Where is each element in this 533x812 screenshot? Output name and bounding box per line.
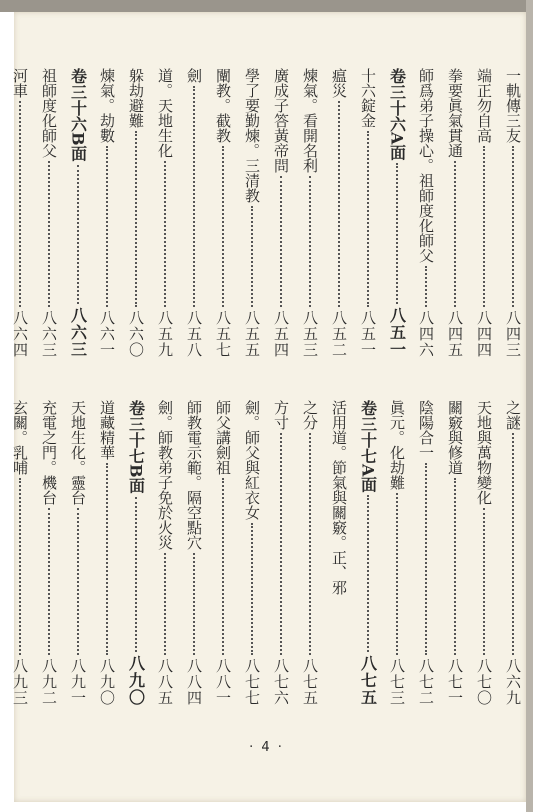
toc-entry-page: 八七〇	[475, 658, 493, 706]
toc-entry-page: 八六〇	[127, 310, 145, 358]
toc-entry-title: 祖師度化師父	[40, 68, 58, 158]
toc-entry-title: 瘟災	[330, 68, 348, 98]
toc-entry	[441, 400, 468, 706]
toc-leader-dots	[309, 433, 311, 655]
toc-entry-title: 天地與萬物變化	[475, 400, 493, 505]
toc-entry-page: 八九一	[69, 658, 87, 706]
toc-entry	[6, 68, 33, 358]
toc-leader-dots	[367, 495, 369, 652]
toc-entry-page: 八六九	[504, 658, 522, 706]
toc-entry-title: 十六錠金	[359, 68, 377, 128]
toc-entry	[64, 400, 91, 706]
toc-leader-dots	[512, 146, 514, 307]
toc-entry-page: 八八四	[185, 658, 203, 706]
toc-entry	[93, 400, 120, 706]
toc-leader-dots	[19, 478, 21, 655]
toc-entry-title: 劍。師教弟子免於火災	[156, 400, 174, 550]
toc-entry-page: 八九二	[40, 658, 58, 706]
toc-leader-dots	[425, 463, 427, 655]
toc-entry-page: 八四三	[504, 310, 522, 358]
toc-leader-dots	[48, 161, 50, 307]
toc-entry	[35, 400, 62, 706]
toc-entry-title: 端正勿自高	[475, 68, 493, 143]
toc-entry	[470, 68, 497, 358]
toc-entry-title: 道藏精華	[98, 400, 116, 460]
toc-entry	[0, 68, 4, 358]
toc-entry-title: 之謎	[504, 400, 522, 430]
toc-entry-page: 八七一	[446, 658, 464, 706]
toc-entry	[209, 68, 236, 358]
toc-entry-page: 八五七	[214, 310, 232, 358]
toc-entry-page: 八八五	[156, 658, 174, 706]
toc-entry-page: 八六四	[11, 310, 29, 358]
toc-leader-dots	[396, 493, 398, 655]
toc-entry-page: 八六三	[40, 310, 58, 358]
toc-entry-page: 八八一	[214, 658, 232, 706]
toc-entry-page: 八九〇	[126, 655, 146, 706]
toc-entry-title: 之分	[301, 400, 319, 430]
toc-leader-dots	[77, 508, 79, 655]
toc-entry-title: 河車	[11, 68, 29, 98]
toc-leader-dots	[106, 463, 108, 655]
toc-entry-page: 八九三	[11, 658, 29, 706]
toc-leader-dots	[135, 497, 137, 652]
toc-leader-dots	[338, 101, 340, 307]
toc-leader-dots	[251, 206, 253, 307]
toc-leader-dots	[222, 478, 224, 655]
toc-entry-page: 八四四	[475, 310, 493, 358]
toc-leader-dots	[222, 146, 224, 307]
toc-entry	[325, 68, 352, 358]
toc-entry-page: 八五九	[156, 310, 174, 358]
toc-entry-title: 天地生化。靈台	[69, 400, 87, 505]
toc-entry	[238, 400, 265, 706]
toc-leader-dots	[135, 131, 137, 307]
toc-entry-title: 卷三十六B面	[68, 68, 88, 162]
toc-entry	[180, 400, 207, 706]
toc-entry-page: 八七七	[243, 658, 261, 706]
toc-leader-dots	[367, 131, 369, 307]
toc-leader-dots	[77, 165, 79, 304]
toc-entry	[325, 400, 352, 706]
toc-entry-page: 八六一	[98, 310, 116, 358]
toc-entry	[499, 68, 526, 358]
toc-leader-dots	[309, 176, 311, 307]
toc-entry-page: 八九〇	[98, 658, 116, 706]
toc-entry-page: 八四五	[446, 310, 464, 358]
toc-entry-page: 八五一	[387, 307, 407, 358]
toc-block-bottom	[11, 400, 526, 706]
toc-entry-title: 師爲弟子操心。祖師度化師父	[417, 68, 435, 263]
toc-entry-title: 劍。師父與紅衣女	[243, 400, 261, 520]
toc-entry-page: 八五四	[272, 310, 290, 358]
toc-entry	[0, 400, 4, 706]
toc-entry	[151, 400, 178, 706]
toc-entry	[35, 68, 62, 358]
toc-entry-title: 拳要眞氣貫通	[446, 68, 464, 158]
toc-entry-page: 八七三	[388, 658, 406, 706]
toc-entry	[296, 400, 323, 706]
toc-entry-title: 卷三十七B面	[126, 400, 146, 494]
toc-leader-dots	[425, 266, 427, 307]
toc-leader-dots	[454, 161, 456, 307]
toc-entry-title: 闡教。截教	[214, 68, 232, 143]
toc-entry	[267, 68, 294, 358]
toc-entry-page: 八五三	[301, 310, 319, 358]
toc-entry	[441, 68, 468, 358]
toc-entry-title: 煉氣。看開名利	[301, 68, 319, 173]
toc-entry-title: 陰陽合一	[417, 400, 435, 460]
toc-entry-title: 一軌傳三友	[504, 68, 522, 143]
toc-entry	[354, 68, 381, 358]
toc-entry-title: 活用道。節氣與關竅。正、邪	[330, 400, 348, 595]
toc-section-heading	[383, 68, 410, 358]
toc-entry-title: 躲劫避難	[127, 68, 145, 128]
toc-entry	[6, 400, 33, 706]
toc-entry-page: 八七五	[358, 655, 378, 706]
toc-entry-title: 學了要勤煉。三清教	[243, 68, 261, 203]
toc-section-heading	[354, 400, 381, 706]
scan-edge-right	[526, 0, 533, 812]
toc-entry	[180, 68, 207, 358]
toc-entry-title: 師父講劍祖	[214, 400, 232, 475]
toc-leader-dots	[106, 146, 108, 307]
toc-section-heading	[64, 68, 91, 358]
toc-entry	[383, 400, 410, 706]
toc-entry-page: 八五二	[330, 310, 348, 358]
toc-entry-page: 八六三	[68, 307, 88, 358]
toc-leader-dots	[454, 478, 456, 655]
toc-leader-dots	[483, 146, 485, 307]
toc-entry-title: 卷三十七A面	[358, 400, 378, 493]
toc-entry-title: 劍	[185, 68, 203, 83]
toc-leader-dots	[396, 163, 398, 304]
toc-entry-page: 八四六	[417, 310, 435, 358]
toc-entry-page: 八五一	[359, 310, 377, 358]
toc-entry	[151, 68, 178, 358]
toc-block-top	[11, 68, 526, 358]
toc-entry-title: 卷三十六A面	[387, 68, 407, 161]
toc-entry	[412, 400, 439, 706]
toc-entry-title: 眞元。化劫難	[388, 400, 406, 490]
toc-entry-title: 道。天地生化	[156, 68, 174, 158]
toc-leader-dots	[48, 508, 50, 655]
toc-entry-page: 八五八	[185, 310, 203, 358]
scan-edge-top	[0, 0, 533, 12]
toc-leader-dots	[280, 176, 282, 307]
toc-leader-dots	[251, 523, 253, 655]
toc-entry	[499, 400, 526, 706]
toc-leader-dots	[193, 86, 195, 307]
toc-leader-dots	[164, 161, 166, 307]
toc-leader-dots	[512, 433, 514, 655]
toc-entry	[122, 68, 149, 358]
toc-entry-title: 玄關。乳哺	[11, 400, 29, 475]
toc-entry-title: 關竅與修道	[446, 400, 464, 475]
toc-leader-dots	[483, 508, 485, 655]
toc-entry	[267, 400, 294, 706]
toc-leader-dots	[193, 553, 195, 655]
toc-entry-page: 八五五	[243, 310, 261, 358]
toc-entry-page: 八七六	[272, 658, 290, 706]
toc-entry	[238, 68, 265, 358]
toc-leader-dots	[19, 101, 21, 307]
toc-entry	[470, 400, 497, 706]
toc-leader-dots	[280, 433, 282, 655]
toc-entry	[412, 68, 439, 358]
toc-entry-title: 煉氣。劫數	[98, 68, 116, 143]
toc-entry-title: 充電之門。機台	[40, 400, 58, 505]
toc-entry-title: 師教電示範。隔空點穴	[185, 400, 203, 550]
toc-entry	[93, 68, 120, 358]
toc-entry	[209, 400, 236, 706]
page-number: · 4 ·	[249, 740, 284, 755]
toc-entry-title: 廣成子答黃帝問	[272, 68, 290, 173]
toc-entry-page: 八七二	[417, 658, 435, 706]
toc-leader-dots	[164, 553, 166, 655]
toc-entry-title: 方寸	[272, 400, 290, 430]
toc-section-heading	[122, 400, 149, 706]
toc-entry-page: 八七五	[301, 658, 319, 706]
toc-entry	[296, 68, 323, 358]
